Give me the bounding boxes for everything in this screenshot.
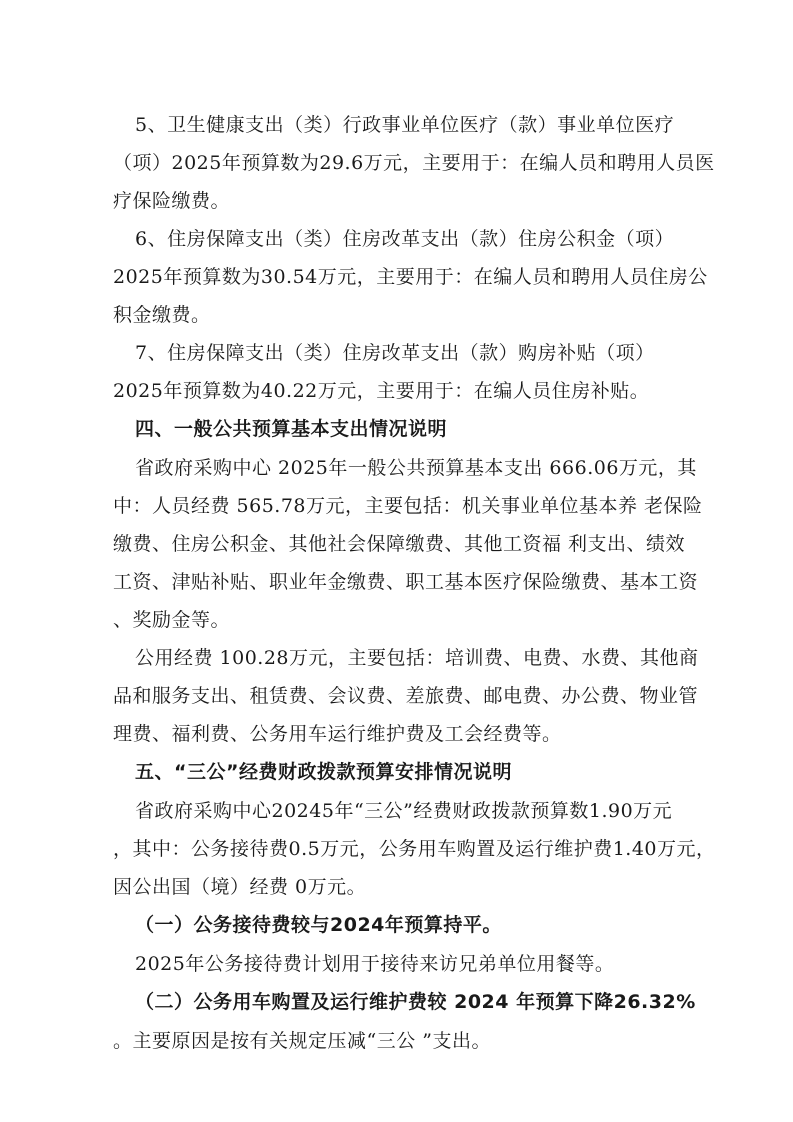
paragraph-line: 2025年公务接待费计划用于接待来访兄弟单位用餐等。: [135, 953, 615, 975]
paragraph-line: 2025年预算数为30.54万元，主要用于：在编人员和聘用人员住房公: [113, 266, 708, 288]
paragraph-line: 理费、福利费、公务用车运行维护费及工会经费等。: [113, 723, 562, 745]
paragraph-line: 因公出国（境）经费 0万元。: [113, 876, 367, 898]
paragraph-line: 疗保险缴费。: [113, 190, 231, 212]
paragraph-line: （项）2025年预算数为29.6万元，主要用于：在编人员和聘用人员医: [113, 152, 715, 174]
paragraph-line: 省政府采购中心20245年“三公”经费财政拨款预算数1.90万元: [135, 800, 673, 822]
subsection-heading: （二）公务用车购置及运行维护费较 2024 年预算下降26.32%: [135, 991, 696, 1013]
subsection-heading: （一）公务接待费较与2024年预算持平。: [135, 914, 502, 936]
paragraph-line: 2025年预算数为40.22万元，主要用于：在编人员住房补贴。: [113, 380, 650, 402]
paragraph-line: 。主要原因是按有关规定压减“三公 ”支出。: [113, 1030, 491, 1052]
paragraph-line: 积金缴费。: [113, 304, 211, 326]
paragraph-line: 7、住房保障支出（类）住房改革支出（款）购房补贴（项）: [135, 342, 655, 364]
paragraph-line: 省政府采购中心 2025年一般公共预算基本支出 666.06万元，其: [135, 457, 697, 479]
paragraph-line: 公用经费 100.28万元，主要包括：培训费、电费、水费、其他商: [135, 647, 699, 669]
paragraph-line: 工资、津贴补贴、职业年金缴费、职工基本医疗保险缴费、基本工资: [113, 571, 699, 593]
paragraph-line: 、奖励金等。: [113, 609, 231, 631]
section-heading: 四、一般公共预算基本支出情况说明: [135, 418, 448, 440]
paragraph-line: 6、住房保障支出（类）住房改革支出（款）住房公积金（项）: [135, 228, 675, 250]
paragraph-line: ，其中：公务接待费0.5万元，公务用车购置及运行维护费1.40万元，: [113, 838, 716, 860]
paragraph-line: 中：人员经费 565.78万元，主要包括：机关事业单位基本养 老保险: [113, 495, 703, 517]
paragraph-line: 品和服务支出、租赁费、会议费、差旅费、邮电费、办公费、物业管: [113, 685, 699, 707]
paragraph-line: 缴费、住房公积金、其他社会保障缴费、其他工资福 利支出、绩效: [113, 533, 686, 555]
paragraph-line: 5、卫生健康支出（类）行政事业单位医疗（款）事业单位医疗: [135, 114, 675, 136]
section-heading: 五、“三公”经费财政拨款预算安排情况说明: [135, 761, 512, 783]
